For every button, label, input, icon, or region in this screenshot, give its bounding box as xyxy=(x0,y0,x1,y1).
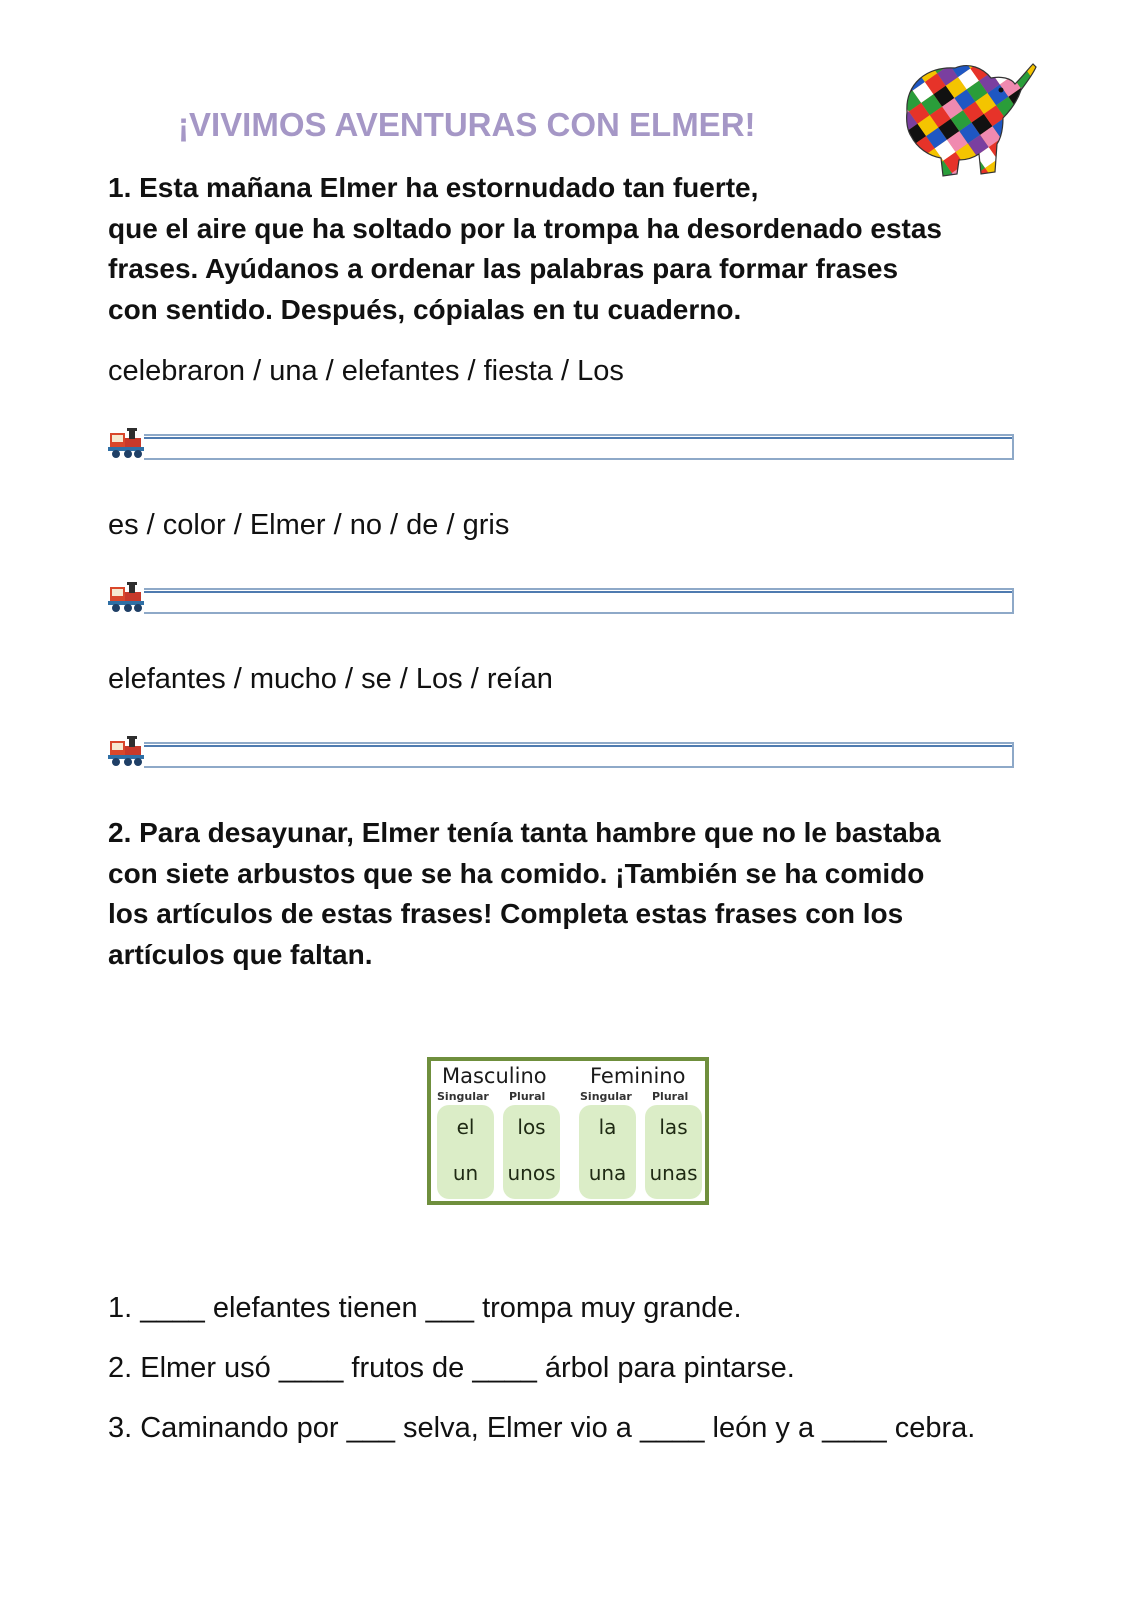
scrambled-sentence-2: es / color / Elmer / no / de / gris xyxy=(108,509,510,541)
fill-in-sentence-1[interactable]: 1. ____ elefantes tienen ___ trompa muy grande. xyxy=(108,1292,742,1324)
answer-line-2[interactable] xyxy=(108,578,1018,616)
article-una: una xyxy=(588,1161,627,1185)
article-la: la xyxy=(598,1115,617,1139)
singular-label: Singular xyxy=(437,1090,489,1103)
scrambled-sentence-3: elefantes / mucho / se / Los / reían xyxy=(108,663,553,695)
instruction-line: artículos que faltan. xyxy=(108,938,373,970)
writing-line[interactable] xyxy=(144,434,1014,460)
writing-line[interactable] xyxy=(144,588,1014,614)
plural-label: Plural xyxy=(652,1090,689,1103)
writing-line[interactable] xyxy=(144,742,1014,768)
instruction-line: con siete arbustos que se ha comido. ¡También se ha comido xyxy=(108,857,925,889)
masculine-heading: Masculino xyxy=(442,1064,547,1088)
article-column-fem-singular xyxy=(579,1105,636,1199)
article-unos: unos xyxy=(507,1161,556,1185)
article-un: un xyxy=(452,1161,479,1185)
instruction-line: 2. Para desayunar, Elmer tenía tanta hambre que no le bastaba xyxy=(108,817,941,848)
patchwork-elephant-icon xyxy=(897,54,1037,178)
instruction-line: 1. Esta mañana Elmer ha estornudado tan fuerte, xyxy=(108,172,759,203)
article-el: el xyxy=(456,1115,475,1139)
article-column-fem-plural xyxy=(645,1105,702,1199)
article-column-masc-plural xyxy=(503,1105,560,1199)
answer-line-3[interactable] xyxy=(108,732,1018,770)
train-icon xyxy=(108,732,146,768)
feminine-heading: Feminino xyxy=(590,1064,686,1088)
answer-line-1[interactable] xyxy=(108,424,1018,462)
singular-label: Singular xyxy=(580,1090,632,1103)
article-column-masc-singular xyxy=(437,1105,494,1199)
article-unas: unas xyxy=(649,1161,698,1185)
fill-in-sentence-3[interactable]: 3. Caminando por ___ selva, Elmer vio a ____ león y a ____ cebra. xyxy=(108,1412,976,1444)
instruction-line: frases. Ayúdanos a ordenar las palabras para formar frases xyxy=(108,253,899,284)
articles-table xyxy=(427,1057,709,1205)
instruction-line: que el aire que ha soltado por la trompa ha desordenado estas xyxy=(108,212,942,244)
plural-label: Plural xyxy=(509,1090,546,1103)
article-las: las xyxy=(659,1115,688,1139)
train-icon xyxy=(108,424,146,460)
exercise2-instruction xyxy=(108,813,941,975)
page-title: ¡VIVIMOS AVENTURAS CON ELMER! xyxy=(178,106,756,143)
scrambled-sentence-1: celebraron / una / elefantes / fiesta / Los xyxy=(108,355,624,387)
instruction-line: los artículos de estas frases! Completa estas frases con los xyxy=(108,898,904,929)
train-icon xyxy=(108,578,146,614)
exercise1-instruction xyxy=(108,168,942,330)
fill-in-sentence-2[interactable]: 2. Elmer usó ____ frutos de ____ árbol para pintarse. xyxy=(108,1352,795,1384)
article-los: los xyxy=(517,1115,546,1139)
instruction-line: con sentido. Después, cópialas en tu cuaderno. xyxy=(108,293,742,325)
